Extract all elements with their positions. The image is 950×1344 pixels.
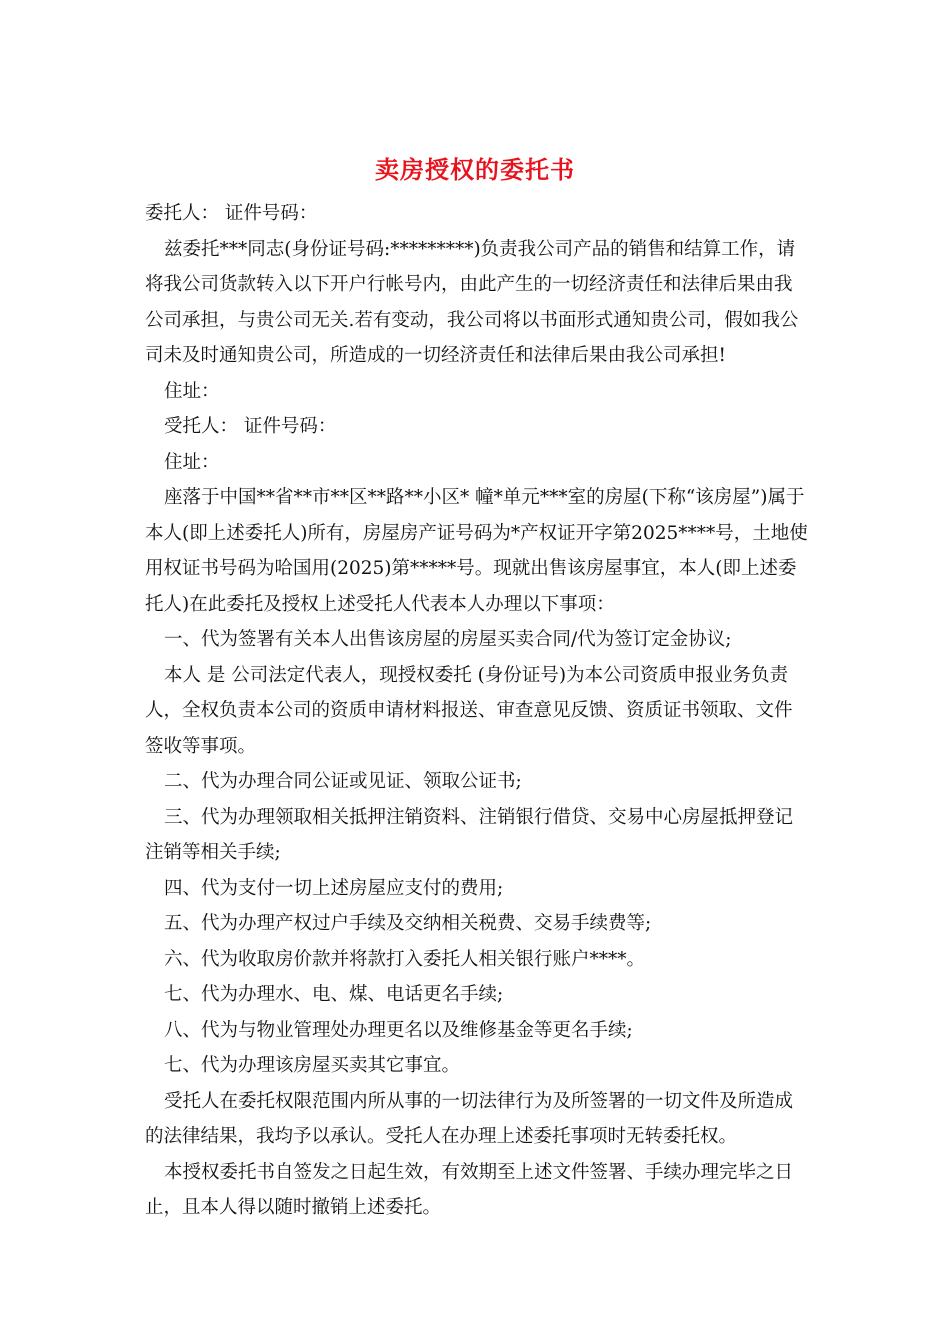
document-body [145, 196, 810, 1226]
paragraph: 本人 是 公司法定代表人，现授权委托 (身份证号)为本公司资质申报业务负责人，全权负责本公司的资质申请材料报送、审查意见反馈、资质证书领取、文件签收等事项。 [145, 664, 793, 757]
document-title: 卖房授权的委托书 [375, 156, 575, 184]
client-info-line: 委托人： 证件号码： [145, 203, 318, 224]
trustee-info-line: 受托人： 证件号码： [164, 416, 337, 437]
list-item: 三、代为办理领取相关抵押注销资料、注销银行借贷、交易中心房屋抵押登记注销等相关手续; [145, 806, 794, 863]
paragraph: 座落于中国**省**市**区**路**小区* 幢*单元***室的房屋(下称“该房屋”)属于本人(即上述委托人)所有，房屋房产证号码为*产权证开字第2025****号，土地使用权证书号码为哈国用(2025)第*****号。现就出售该房屋事宜，本人(即上述委托人)在此委托及授权上述受托人代表本人办理以下事项： [145, 487, 808, 615]
list-item: 七、代为办理水、电、煤、电话更名手续; [164, 984, 504, 1005]
list-item: 七、代为办理该房屋买卖其它事宜。 [164, 1055, 461, 1076]
paragraph: 受托人在委托权限范围内所从事的一切法律行为及所签署的一切文件及所造成的法律结果，我均予以承认。受托人在办理上述委托事项时无转委托权。 [145, 1090, 794, 1147]
paragraph: 兹委托***同志(身份证号码:*********)负责我公司产品的销售和结算工作，请将我公司货款转入以下开户行帐号内，由此产生的一切经济责任和法律后果由我公司承担，与贵公司无关.若有变动，我公司将以书面形式通知贵公司，假如我公司未及时通知贵公司，所造成的一切经济责任和法律后果由我公司承担! [145, 238, 799, 366]
list-item: 四、代为支付一切上述房屋应支付的费用; [164, 877, 504, 899]
paragraph: 本授权委托书自签发之日起生效，有效期至上述文件签署、手续办理完毕之日止，且本人得以随时撤销上述委托。 [145, 1161, 794, 1218]
list-item: 六、代为收取房价款并将款打入委托人相关银行账户****。 [164, 948, 646, 970]
list-item: 一、代为签署有关本人出售该房屋的房屋买卖合同/代为签订定金协议; [164, 629, 732, 650]
trustee-address-line: 住址： [164, 451, 220, 473]
list-item: 五、代为办理产权过户手续及交纳相关税费、交易手续费等; [164, 913, 652, 934]
client-address-line: 住址： [164, 380, 220, 402]
list-item: 八、代为与物业管理处办理更名以及维修基金等更名手续; [164, 1019, 633, 1041]
list-item: 二、代为办理合同公证或见证、领取公证书; [164, 771, 522, 792]
